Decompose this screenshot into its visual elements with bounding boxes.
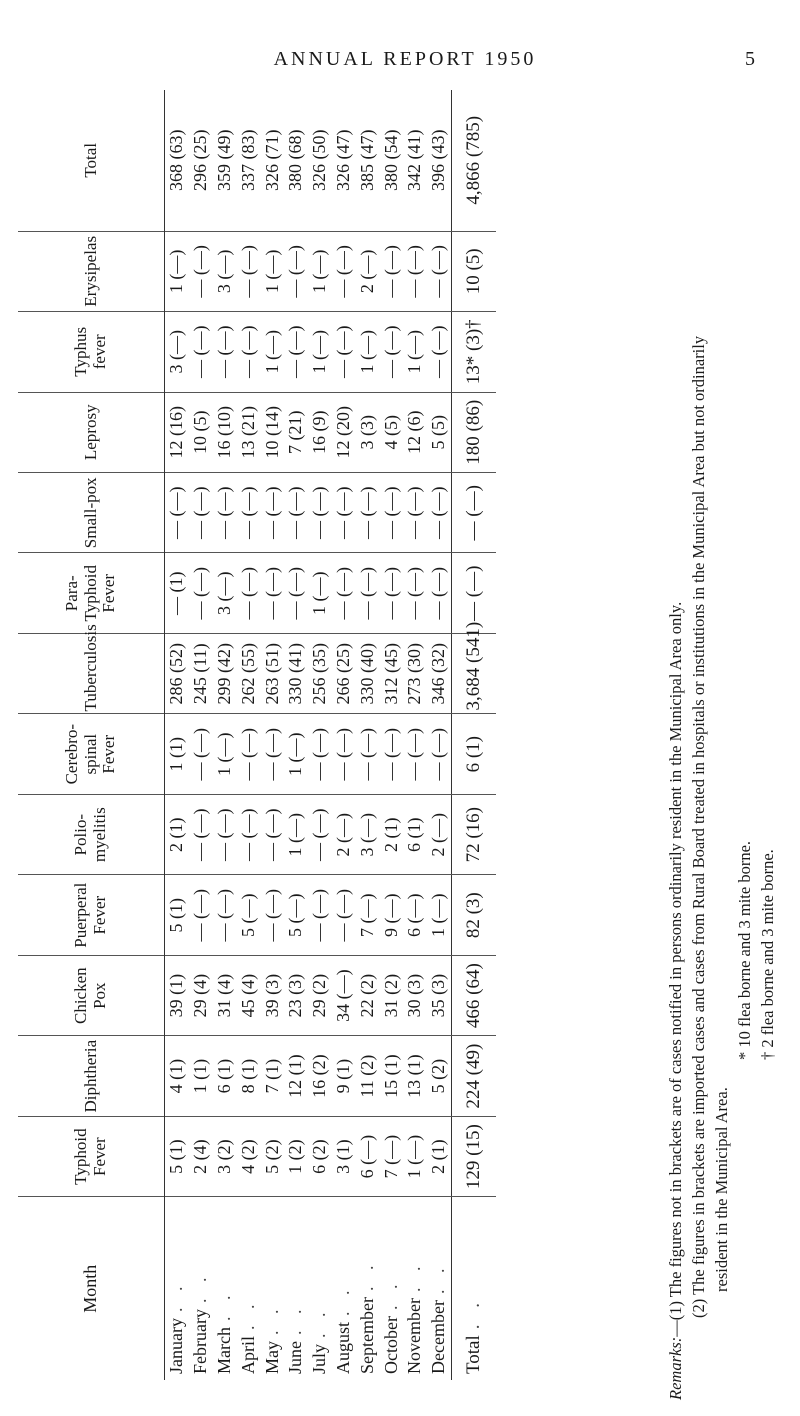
cell-typhus: — (—) xyxy=(284,312,308,392)
cell-diphtheria: 11 (2) xyxy=(355,1036,379,1116)
month-label: Total xyxy=(462,1335,484,1374)
cell-puerperal: 5 (1) xyxy=(165,875,189,955)
cell-total: 296 (25) xyxy=(189,90,213,231)
cell-typhoid: 5 (2) xyxy=(260,1116,284,1196)
column-header-month: Month xyxy=(18,1197,165,1380)
cell-paratyphoid: — (—) xyxy=(355,553,379,633)
cell-polio: 2 (1) xyxy=(165,794,189,874)
cell-paratyphoid: — (—) xyxy=(189,553,213,633)
cell-paratyphoid: 1 (—) xyxy=(308,553,332,633)
cell-tuberculosis: 263 (51) xyxy=(260,633,284,713)
footnote-asterisk: * 10 flea borne and 3 mite borne. xyxy=(735,840,754,1060)
cell-leprosy: 4 (5) xyxy=(379,392,403,472)
rotated-table-sheet xyxy=(18,90,730,1380)
cell-polio: 3 (—) xyxy=(355,794,379,874)
leader-dots: . . xyxy=(404,1260,425,1293)
cell-typhoid: 6 (—) xyxy=(355,1116,379,1196)
cell-cerebrospinal: 1 (—) xyxy=(284,714,308,794)
month-label: November xyxy=(404,1298,425,1374)
table-row xyxy=(427,90,451,1380)
cell-cerebrospinal: — (—) xyxy=(332,714,356,794)
cell-paratyphoid: — (—) xyxy=(427,553,451,633)
cell-erysipelas: — (—) xyxy=(189,231,213,311)
column-header-puerperal: Puerperal Fever xyxy=(18,875,165,955)
cell-diphtheria: 224 (49) xyxy=(451,1036,496,1116)
cell-paratyphoid: — (—) xyxy=(284,553,308,633)
month-cell xyxy=(236,1197,260,1380)
cell-tuberculosis: 262 (55) xyxy=(236,633,260,713)
cell-puerperal: 9 (—) xyxy=(379,875,403,955)
cell-cerebrospinal: — (—) xyxy=(379,714,403,794)
cell-diphtheria: 16 (2) xyxy=(308,1036,332,1116)
table-row xyxy=(165,90,189,1380)
cell-puerperal: — (—) xyxy=(260,875,284,955)
cell-diphtheria: 6 (1) xyxy=(213,1036,237,1116)
cell-tuberculosis: 330 (41) xyxy=(284,633,308,713)
page-number: 5 xyxy=(745,48,755,70)
cell-typhus: — (—) xyxy=(379,312,403,392)
cell-polio: 72 (16) xyxy=(451,794,496,874)
cell-smallpox: — (—) xyxy=(379,473,403,553)
cell-erysipelas: — (—) xyxy=(236,231,260,311)
cell-typhoid: 1 (2) xyxy=(284,1116,308,1196)
column-header-typhus: Typhus fever xyxy=(18,312,165,392)
month-cell xyxy=(379,1197,403,1380)
cell-chicken-pox: 29 (2) xyxy=(308,955,332,1035)
month-label: January xyxy=(166,1318,187,1374)
month-label: June xyxy=(285,1341,306,1374)
month-cell xyxy=(451,1197,496,1380)
cell-chicken-pox: 35 (3) xyxy=(427,955,451,1035)
cell-chicken-pox: 29 (4) xyxy=(189,955,213,1035)
leader-dots: . . xyxy=(380,1278,401,1311)
table-row xyxy=(332,90,356,1380)
cell-typhus: — (—) xyxy=(332,312,356,392)
cell-tuberculosis: 273 (30) xyxy=(403,633,427,713)
cell-erysipelas: 10 (5) xyxy=(451,231,496,311)
table-header-row xyxy=(18,90,165,1380)
cell-chicken-pox: 466 (64) xyxy=(451,955,496,1035)
table-row xyxy=(379,90,403,1380)
column-header-leprosy: Leprosy xyxy=(18,392,165,472)
cell-puerperal: — (—) xyxy=(308,875,332,955)
leader-dots: . . xyxy=(428,1262,449,1295)
cell-tuberculosis: 256 (35) xyxy=(308,633,332,713)
cell-diphtheria: 7 (1) xyxy=(260,1036,284,1116)
cell-total: 368 (63) xyxy=(165,90,189,231)
cell-typhoid: 4 (2) xyxy=(236,1116,260,1196)
cell-puerperal: 82 (3) xyxy=(451,875,496,955)
cell-tuberculosis: 266 (25) xyxy=(332,633,356,713)
column-header-diphtheria: Diphtheria xyxy=(18,1036,165,1116)
cell-erysipelas: 1 (—) xyxy=(308,231,332,311)
cell-polio: — (—) xyxy=(260,794,284,874)
cell-polio: 6 (1) xyxy=(403,794,427,874)
month-cell xyxy=(284,1197,308,1380)
cell-leprosy: 12 (6) xyxy=(403,392,427,472)
cell-cerebrospinal: — (—) xyxy=(355,714,379,794)
cell-paratyphoid: 3 (—) xyxy=(213,553,237,633)
cell-chicken-pox: 39 (1) xyxy=(165,955,189,1035)
cell-smallpox: — (—) xyxy=(355,473,379,553)
cell-erysipelas: 2 (—) xyxy=(355,231,379,311)
cell-leprosy: 12 (20) xyxy=(332,392,356,472)
column-header-total: Total xyxy=(18,90,165,231)
cell-erysipelas: 1 (—) xyxy=(260,231,284,311)
month-label: December xyxy=(428,1300,449,1374)
cell-total: 380 (68) xyxy=(284,90,308,231)
cell-total: 326 (47) xyxy=(332,90,356,231)
month-label: March xyxy=(213,1327,234,1374)
cell-polio: 2 (—) xyxy=(427,794,451,874)
cell-total: 396 (43) xyxy=(427,90,451,231)
cell-polio: — (—) xyxy=(236,794,260,874)
cell-paratyphoid: — (—) xyxy=(379,553,403,633)
cell-total: 359 (49) xyxy=(213,90,237,231)
table-row xyxy=(236,90,260,1380)
cell-typhus: 1 (—) xyxy=(355,312,379,392)
cell-cerebrospinal: — (—) xyxy=(189,714,213,794)
cell-puerperal: 6 (—) xyxy=(403,875,427,955)
remarks-label: Remarks: xyxy=(666,1336,685,1400)
cell-paratyphoid: — (—) xyxy=(451,553,496,633)
remark-line-2: (2) The figures in brackets are imported cases and cases from Rural Board treated in hospitals or institutions in the Municipal Area but not ordinarily xyxy=(689,335,708,1318)
table-row xyxy=(260,90,284,1380)
month-cell xyxy=(427,1197,451,1380)
cell-typhoid: 1 (—) xyxy=(403,1116,427,1196)
cell-chicken-pox: 45 (4) xyxy=(236,955,260,1035)
cell-leprosy: 5 (5) xyxy=(427,392,451,472)
leader-dots: . . xyxy=(261,1303,282,1335)
cell-paratyphoid: — (—) xyxy=(260,553,284,633)
cell-cerebrospinal: — (—) xyxy=(308,714,332,794)
column-header-tuberculosis: Tuberculosis xyxy=(18,633,165,713)
cell-leprosy: 16 (10) xyxy=(213,392,237,472)
cell-tuberculosis: 3,684 (541) xyxy=(451,633,496,713)
footnote-dagger: † 2 flea borne and 3 mite borne. xyxy=(758,849,777,1060)
cell-typhus: — (—) xyxy=(427,312,451,392)
cell-typhus: — (—) xyxy=(213,312,237,392)
cell-typhus: 1 (—) xyxy=(260,312,284,392)
cell-total: 385 (47) xyxy=(355,90,379,231)
table-row xyxy=(355,90,379,1380)
cell-smallpox: — (—) xyxy=(284,473,308,553)
cell-tuberculosis: 299 (42) xyxy=(213,633,237,713)
column-header-typhoid: Typhoid Fever xyxy=(18,1116,165,1196)
cell-leprosy: 10 (14) xyxy=(260,392,284,472)
cell-total: 4,866 (785) xyxy=(451,90,496,231)
cell-chicken-pox: 23 (3) xyxy=(284,955,308,1035)
cell-paratyphoid: — (—) xyxy=(403,553,427,633)
running-head-title: ANNUAL REPORT 1950 xyxy=(273,48,537,70)
cell-chicken-pox: 34 (—) xyxy=(332,955,356,1035)
leader-dots: . . xyxy=(332,1284,353,1316)
cell-cerebrospinal: 1 (—) xyxy=(213,714,237,794)
cell-leprosy: 13 (21) xyxy=(236,392,260,472)
cell-chicken-pox: 30 (3) xyxy=(403,955,427,1035)
month-label: February xyxy=(190,1309,211,1374)
cell-diphtheria: 1 (1) xyxy=(189,1036,213,1116)
leader-dots: . . xyxy=(285,1303,306,1335)
cell-total: 326 (50) xyxy=(308,90,332,231)
leader-dots: . . xyxy=(356,1259,377,1292)
cell-cerebrospinal: — (—) xyxy=(427,714,451,794)
cell-leprosy: 10 (5) xyxy=(189,392,213,472)
cell-paratyphoid: — (—) xyxy=(236,553,260,633)
cell-tuberculosis: 330 (40) xyxy=(355,633,379,713)
notifiable-diseases-table xyxy=(18,90,496,1380)
cell-total: 342 (41) xyxy=(403,90,427,231)
cell-smallpox: — (—) xyxy=(189,473,213,553)
cell-cerebrospinal: — (—) xyxy=(403,714,427,794)
cell-chicken-pox: 22 (2) xyxy=(355,955,379,1035)
cell-polio: — (—) xyxy=(213,794,237,874)
cell-cerebrospinal: 1 (1) xyxy=(165,714,189,794)
cell-erysipelas: — (—) xyxy=(427,231,451,311)
month-cell xyxy=(165,1197,189,1380)
table-body xyxy=(165,90,496,1380)
cell-polio: — (—) xyxy=(189,794,213,874)
table-row xyxy=(403,90,427,1380)
cell-erysipelas: — (—) xyxy=(379,231,403,311)
cell-typhoid: 3 (2) xyxy=(213,1116,237,1196)
cell-leprosy: 3 (3) xyxy=(355,392,379,472)
cell-puerperal: 1 (—) xyxy=(427,875,451,955)
column-header-paratyphoid: Para-Typhoid Fever xyxy=(18,553,165,633)
cell-paratyphoid: — (—) xyxy=(332,553,356,633)
month-cell xyxy=(403,1197,427,1380)
remarks xyxy=(664,10,800,1400)
cell-typhoid: 5 (1) xyxy=(165,1116,189,1196)
cell-erysipelas: — (—) xyxy=(284,231,308,311)
month-label: September xyxy=(356,1297,377,1374)
cell-typhoid: 3 (1) xyxy=(332,1116,356,1196)
leader-dots: . . xyxy=(309,1306,330,1338)
month-cell xyxy=(189,1197,213,1380)
cell-cerebrospinal: — (—) xyxy=(236,714,260,794)
month-label: October xyxy=(380,1316,401,1374)
cell-puerperal: — (—) xyxy=(213,875,237,955)
cell-typhoid: 7 (—) xyxy=(379,1116,403,1196)
cell-diphtheria: 15 (1) xyxy=(379,1036,403,1116)
cell-typhoid: 129 (15) xyxy=(451,1116,496,1196)
leader-dots: . . xyxy=(462,1296,484,1330)
leader-dots: . . xyxy=(237,1298,258,1330)
cell-smallpox: — (—) xyxy=(236,473,260,553)
month-label: July xyxy=(309,1343,330,1374)
cell-smallpox: — (—) xyxy=(260,473,284,553)
cell-typhoid: 2 (4) xyxy=(189,1116,213,1196)
cell-leprosy: 12 (16) xyxy=(165,392,189,472)
cell-diphtheria: 9 (1) xyxy=(332,1036,356,1116)
cell-polio: 1 (—) xyxy=(284,794,308,874)
cell-leprosy: 180 (86) xyxy=(451,392,496,472)
cell-typhus: 13* (3)† xyxy=(451,312,496,392)
cell-total: 337 (83) xyxy=(236,90,260,231)
cell-leprosy: 16 (9) xyxy=(308,392,332,472)
cell-polio: 2 (1) xyxy=(379,794,403,874)
month-label: August xyxy=(332,1321,353,1374)
cell-puerperal: 5 (—) xyxy=(284,875,308,955)
cell-chicken-pox: 31 (2) xyxy=(379,955,403,1035)
cell-diphtheria: 12 (1) xyxy=(284,1036,308,1116)
column-header-chicken-pox: Chicken Pox xyxy=(18,955,165,1035)
cell-smallpox: — (—) xyxy=(427,473,451,553)
cell-typhus: 1 (—) xyxy=(403,312,427,392)
cell-typhoid: 6 (2) xyxy=(308,1116,332,1196)
column-header-cerebrospinal: Cerebro-spinal Fever xyxy=(18,714,165,794)
cell-puerperal: 5 (—) xyxy=(236,875,260,955)
month-label: April xyxy=(237,1336,258,1374)
cell-smallpox: — (—) xyxy=(308,473,332,553)
month-cell xyxy=(308,1197,332,1380)
remark-line-1 xyxy=(664,10,687,1400)
column-header-erysipelas: Erysipelas xyxy=(18,231,165,311)
cell-diphtheria: 8 (1) xyxy=(236,1036,260,1116)
column-header-polio: Polio-myelitis xyxy=(18,794,165,874)
cell-total: 380 (54) xyxy=(379,90,403,231)
cell-polio: 2 (—) xyxy=(332,794,356,874)
month-label: May xyxy=(261,1341,282,1374)
cell-chicken-pox: 31 (4) xyxy=(213,955,237,1035)
cell-typhus: 3 (—) xyxy=(165,312,189,392)
cell-smallpox: — (—) xyxy=(451,473,496,553)
cell-puerperal: 7 (—) xyxy=(355,875,379,955)
cell-typhus: 1 (—) xyxy=(308,312,332,392)
table-row xyxy=(308,90,332,1380)
cell-total: 326 (71) xyxy=(260,90,284,231)
table-row xyxy=(213,90,237,1380)
cell-tuberculosis: 245 (11) xyxy=(189,633,213,713)
cell-tuberculosis: 346 (32) xyxy=(427,633,451,713)
month-cell xyxy=(355,1197,379,1380)
cell-erysipelas: 3 (—) xyxy=(213,231,237,311)
cell-cerebrospinal: 6 (1) xyxy=(451,714,496,794)
month-cell xyxy=(213,1197,237,1380)
cell-puerperal: — (—) xyxy=(189,875,213,955)
cell-puerperal: — (—) xyxy=(332,875,356,955)
leader-dots: . . xyxy=(190,1271,211,1304)
month-cell xyxy=(332,1197,356,1380)
cell-erysipelas: 1 (—) xyxy=(165,231,189,311)
remark-1-text: —(1) The figures not in brackets are of cases notified in persons ordinarily resident in the Municipal Area only. xyxy=(666,601,685,1337)
cell-chicken-pox: 39 (3) xyxy=(260,955,284,1035)
cell-leprosy: 7 (21) xyxy=(284,392,308,472)
cell-smallpox: — (—) xyxy=(165,473,189,553)
table-row xyxy=(189,90,213,1380)
cell-smallpox: — (—) xyxy=(403,473,427,553)
column-header-smallpox: Small-pox xyxy=(18,473,165,553)
cell-tuberculosis: 312 (45) xyxy=(379,633,403,713)
cell-typhus: — (—) xyxy=(236,312,260,392)
cell-diphtheria: 13 (1) xyxy=(403,1036,427,1116)
table-row xyxy=(284,90,308,1380)
cell-polio: — (—) xyxy=(308,794,332,874)
leader-dots: . . xyxy=(213,1289,234,1322)
cell-typhus: — (—) xyxy=(189,312,213,392)
cell-tuberculosis: 286 (52) xyxy=(165,633,189,713)
cell-erysipelas: — (—) xyxy=(403,231,427,311)
cell-smallpox: — (—) xyxy=(213,473,237,553)
leader-dots: . . xyxy=(166,1280,187,1313)
cell-typhoid: 2 (1) xyxy=(427,1116,451,1196)
table-total-row xyxy=(451,90,496,1380)
cell-cerebrospinal: — (—) xyxy=(260,714,284,794)
month-cell xyxy=(260,1197,284,1380)
cell-paratyphoid: — (1) xyxy=(165,553,189,633)
cell-diphtheria: 5 (2) xyxy=(427,1036,451,1116)
remark-line-2-continued: resident in the Municipal Area. xyxy=(712,1087,731,1292)
cell-smallpox: — (—) xyxy=(332,473,356,553)
cell-diphtheria: 4 (1) xyxy=(165,1036,189,1116)
cell-erysipelas: — (—) xyxy=(332,231,356,311)
